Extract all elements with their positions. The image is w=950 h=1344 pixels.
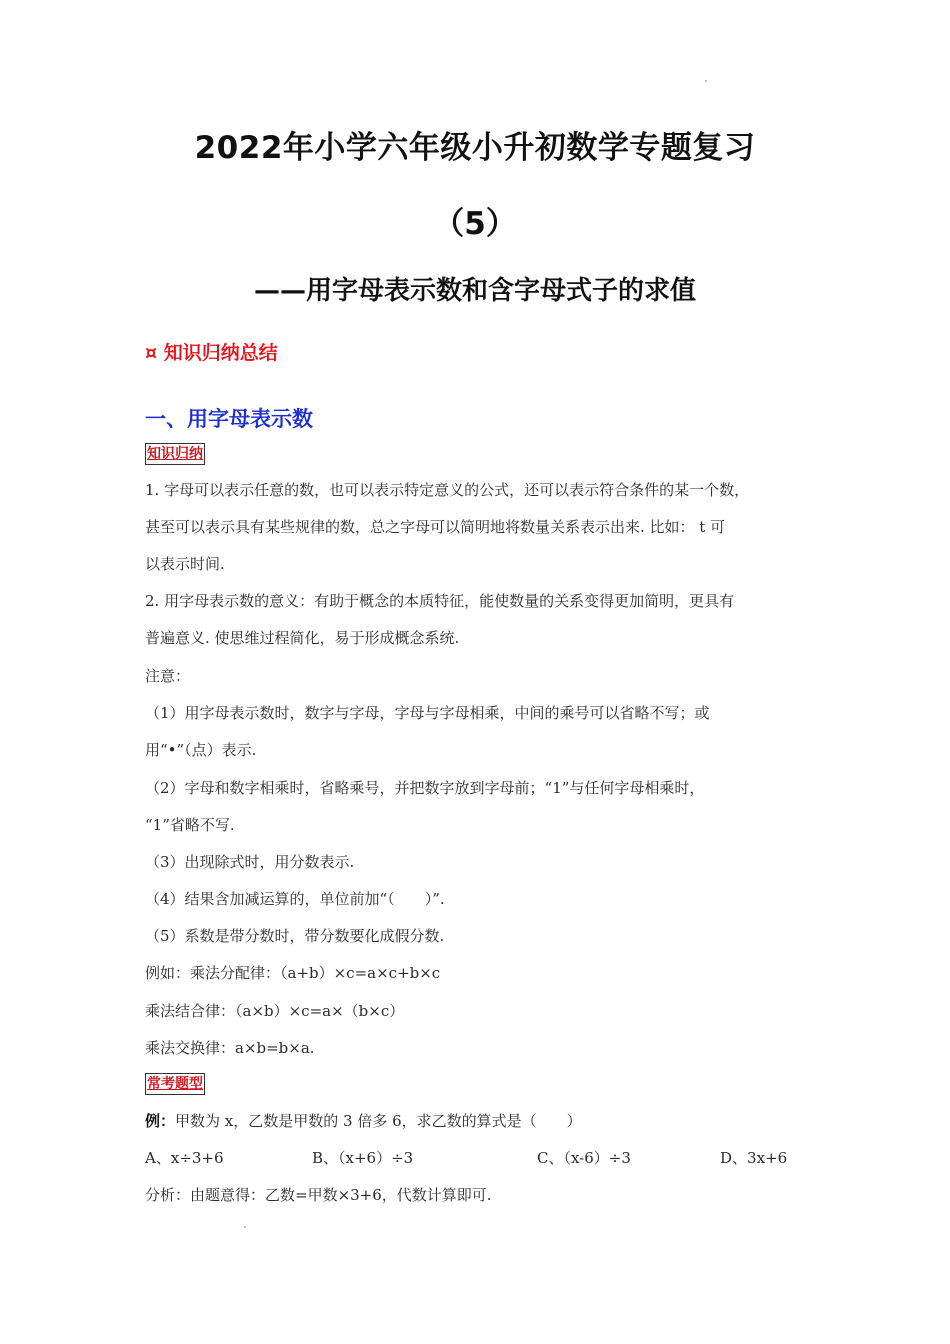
option-c: C、（x-6）÷3 [537,1149,631,1167]
text-line: 乘法交换律：a×b=b×a. [145,1039,315,1057]
decorative-dot [244,1226,246,1228]
section-heading: 一、用字母表示数 [145,407,313,431]
section-summary-heading: ¤ 知识归纳总结 [145,342,278,364]
text-line: 1. 字母可以表示任意的数，也可以表示特定意义的公式，还可以表示符合条件的某一个数， [145,481,750,499]
common-question-tag: 常考题型 [145,1073,205,1095]
text-line: （4）结果含加减运算的，单位前加“（ ）”. [145,890,445,908]
example-question [145,1111,582,1131]
document-title: 2022年小学六年级小升初数学专题复习 [194,130,756,166]
text-line: （5）系数是带分数时，带分数要化成假分数. [145,927,445,945]
text-line: （2）字母和数字相乘时，省略乘号，并把数字放到字母前；“1”与任何字母相乘时， [145,779,705,797]
knowledge-tag: 知识归纳 [145,443,205,465]
text-line: 用“•”（点）表示. [145,741,257,759]
text-line: 注意： [145,667,191,685]
option-d: D、3x+6 [720,1149,788,1167]
option-b: B、（x+6）÷3 [312,1149,414,1167]
text-line: 例如：乘法分配律：（a+b）×c=a×c+b×c [145,964,441,982]
option-a: A、x÷3+6 [145,1149,224,1167]
text-line: （1）用字母表示数时，数字与字母，字母与字母相乘，中间的乘号可以省略不写；或 [145,704,710,722]
decorative-dot [705,80,707,82]
text-line: 普遍意义. 使思维过程简化，易于形成概念系统. [145,629,460,647]
example-label: 例： [145,1112,176,1130]
text-line: 乘法结合律：（a×b）×c=a×（b×c） [145,1002,405,1020]
document-subtitle: ——用字母表示数和含字母式子的求值 [253,276,696,306]
analysis-text: 分析：由题意得：乙数=甲数×3+6，代数计算即可. [145,1186,492,1204]
text-line: “1”省略不写. [145,816,235,834]
document-title-number: （5） [433,206,517,242]
example-text: 甲数为 x，乙数是甲数的 3 倍多 6，求乙数的算式是（ ） [175,1112,582,1130]
text-line: 甚至可以表示具有某些规律的数，总之字母可以简明地将数量关系表示出来. 比如： t 可 [145,518,726,536]
text-line: （3）出现除式时，用分数表示. [145,853,355,871]
text-line: 2. 用字母表示数的意义：有助于概念的本质特征，能使数量的关系变得更加简明，更具有 [145,592,735,610]
text-line: 以表示时间. [145,555,225,573]
